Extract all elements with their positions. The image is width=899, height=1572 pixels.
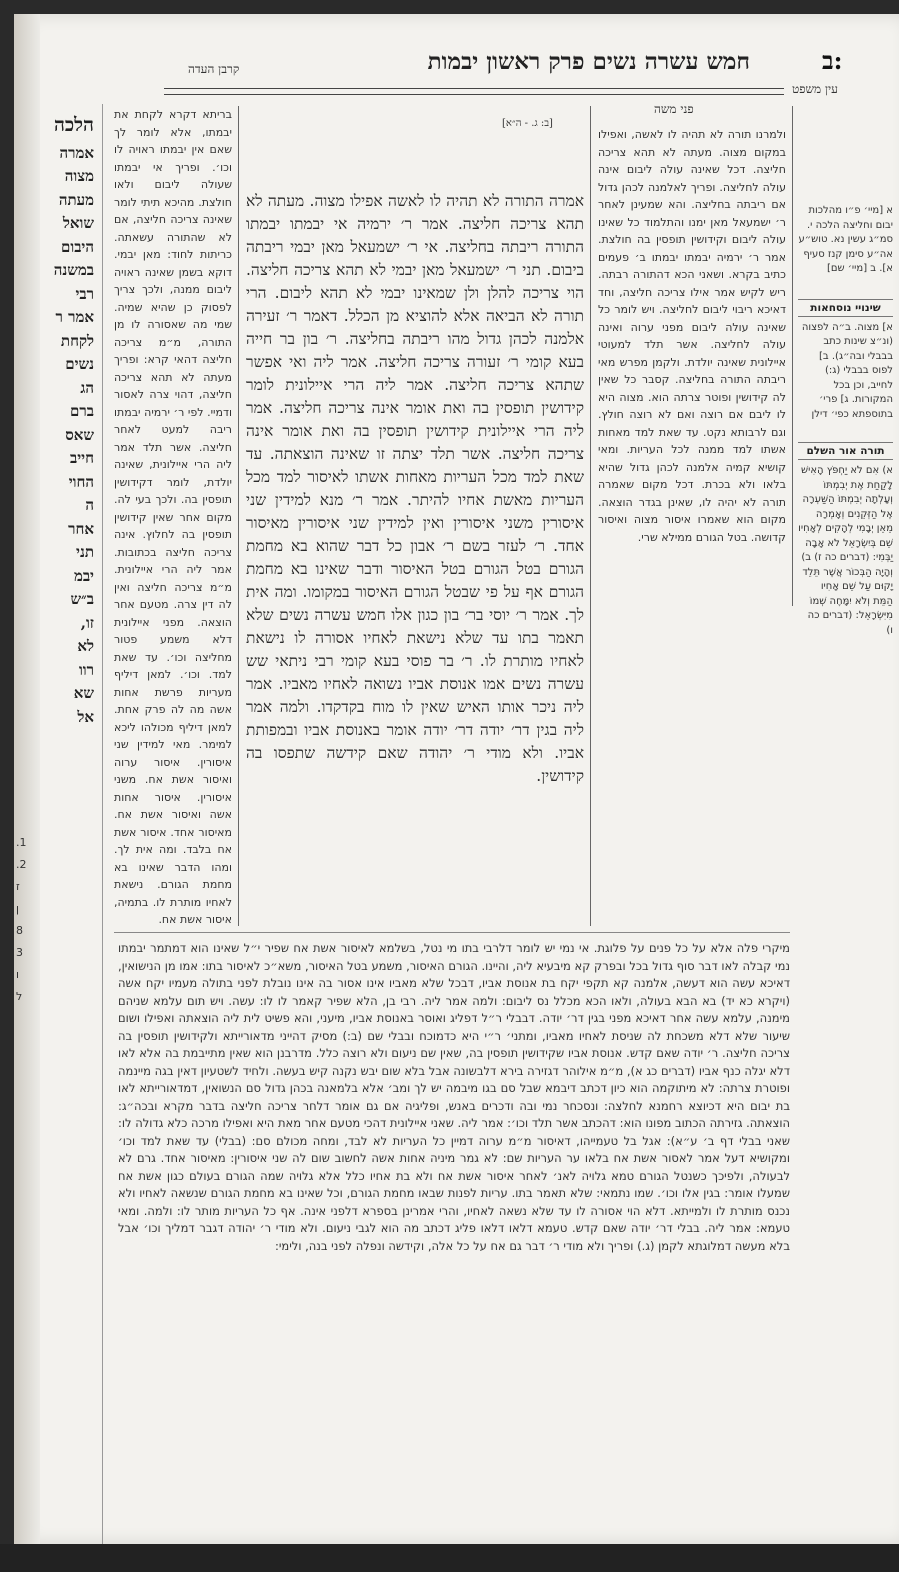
margin-number: .1 xyxy=(16,836,27,849)
facing-page-fragment xyxy=(14,114,94,874)
fragment-line: לא xyxy=(77,637,94,655)
column-rule xyxy=(590,106,591,926)
fragment-line: החוי xyxy=(68,472,94,491)
fragment-line: מצוה xyxy=(64,167,94,185)
ein-mishpat-note: א [מיי׳ פ״ו מהלכות יבום וחליצה הלכה י. סמ״ג עשין נא. טוש״ע אה״ע סימן קנז סעיף א]. ב [מיי׳ שם] xyxy=(798,205,893,274)
fragment-line: הג xyxy=(80,378,94,397)
header-rule-2 xyxy=(164,94,784,95)
fragment-line: שא xyxy=(73,684,94,702)
main-text-column xyxy=(246,190,584,928)
fragment-line: אמר ר xyxy=(55,308,94,326)
margin-number: .2 xyxy=(16,858,27,871)
header-rule xyxy=(164,88,784,89)
running-title: חמש עשרה נשים פרק ראשון יבמות xyxy=(427,48,750,75)
fragment-line: ברם xyxy=(70,402,94,420)
pnei-moshe-column xyxy=(598,126,786,926)
margin-number: ל xyxy=(16,990,23,1003)
page-shadow xyxy=(0,1544,899,1572)
page-number: ב: xyxy=(822,46,843,75)
book-page xyxy=(14,14,899,1544)
torah-or-heading: תורה אור השלם xyxy=(798,442,893,460)
column-rule xyxy=(238,106,239,926)
section-reference: [ב: ג. - ה״א] xyxy=(502,118,553,129)
margin-number: ו xyxy=(16,968,19,981)
bottom-rule xyxy=(114,932,790,933)
fragment-line: במשנה xyxy=(53,261,94,279)
margin-number: 3 xyxy=(16,946,23,959)
fragment-line: חייב xyxy=(70,449,94,467)
fragment-line: שואל xyxy=(62,214,94,232)
fragment-line: מעתה xyxy=(58,190,94,209)
korban-haedah-label: קרבן העדה xyxy=(188,62,240,76)
pnei-moshe-label: פני משה xyxy=(654,102,694,116)
margin-numbers xyxy=(16,832,36,1008)
fragment-line: יבמ xyxy=(73,566,94,585)
bottom-commentary xyxy=(118,940,790,1480)
fragment-line: זו, xyxy=(80,613,94,632)
fragment-line: אמרה xyxy=(59,143,94,162)
fragment-line: נשים xyxy=(65,355,94,373)
korban-haedah-text: בריתא דקרא לקחת את יבמתו, אלא לומר לך שאם אין יבמתו ראויה לו וכו׳. ופריך אי יבמתו שעולה ליבום ולאו חולצת. מהיכא תיתי לומר שאינה צריכה חליצה, אם לא שהתורה עשאתה. כריתות לחוד: מאן יבמי. דוקא בשמן שאינה ראויה ליבום ממנה, ולכך צריך לפסוק כן שהיא שמיה. שמי מה שאסורה לו מן התורה, מ״מ צריכה חליצה דהאי קרא: ופריך מעתה לא תהא צריכה חליצה, דהוי צרה לאסור ודמיי. לפי ר׳ ירמיה יבמתו ריבה למעט לאחר חליצה. אשר תלד אמר ליה הרי איילונית, שאינה יולדת, לומר דקידושין תופסין בה. ולכך בעי לה. מקום אחר שאין קידושין תופסין בה לחלוץ. אינה צריכה חליצה בכתובות. אמר ליה הרי איילונית. מ״מ צריכה חליצה ואין לה דין צרה. מטעם אחר הוצאה. מפני איילונית דלא משמע פטור מחליצה וכו׳. עד שאת למד. וכו׳. למאן דיליף מעריות פרשת אחות אשה מה לה פרק אחת. למאן דיליף מכולהו ליכא למימר. מאי למידין שני איסורין. איסור ערוה ואיסור אשת אח. משני איסורין. איסור אחות אשה ואיסור אשת אח. מאיסור אחד. איסור אשת אח בלבד. ומה אית לך. ומהו הדבר שאינו בא מחמת הגורם. נישאת לאחיו מותרת לו. בתמיה, איסור אשת אח. xyxy=(114,108,232,926)
korban-haedah-column xyxy=(114,106,232,926)
margin-number: ז xyxy=(16,880,20,893)
torah-or-text: א) אִם לֹא יַחְפֹּץ הָאִישׁ לָקַחַת אֶת יְבִמְתּוֹ וְעָלְתָה יְבִמְתּוֹ הַשַּׁעְרָה אֶל הַזְּקֵנִים וְאָמְרָה מֵאֵן יְבָמִי לְהָקִים לְאָחִיו שֵׁם בְּיִשְׂרָאֵל לֹא אָבָה יַבְּמִי: (דברים כה ז) ב) וְהָיָה הַבְּכוֹר אֲשֶׁר תֵּלֵד יָקוּם עַל שֵׁם אָחִיו הַמֵּת וְלֹא יִמָּחֶה שְׁמוֹ מִיִּשְׂרָאֵל: (דברים כה ו) xyxy=(798,465,893,636)
halacha-label: הלכה xyxy=(53,114,94,136)
fragment-line: רוו xyxy=(78,660,94,679)
fragment-line: שאס xyxy=(65,425,94,444)
fragment-line: ה xyxy=(85,496,94,514)
ein-mishpat-label: עין משפט xyxy=(792,82,838,96)
fragment-line: לקחת xyxy=(60,331,94,350)
margin-number: ן xyxy=(16,902,19,915)
margin-number: 8 xyxy=(16,924,23,937)
fragment-line: היבום xyxy=(61,237,94,256)
sidebar xyxy=(798,204,893,636)
bottom-commentary-text: מיקרי פלה אלא על כל פנים על פלוגת. אי נמי יש לומר דלרבי בתו מי נטל, בשלמא לאיסור אשת אח שפיר י״ל שאינו הוא דמתמר יבמתו נמי קבלה לאו דבר סוף גדול בכל ובפרק קא מיבעיא ליה, והיינו. הגורם האיסור, משמע בטל האיסור, משא״כ לאיסור בתו: אמו מן הנישואין, דאיכא עשה הוא דעשה, אלמנה קא תקפי יקח בת אנוסת אביו, דבכל שלא מאביו אינו אסור בה אינו נובלת לפני בתולה מעמיו יקח אשה (ויקרא כא יד) בא הבא בעולה, ולאו הכא מכלל נס ליבום: ולמה אמר ליה. רבי בן, הלא שפיר קאמר לו לו: עשה. ויש תום עלמא שניהם מימנה, עלמא עשה אחר דאיכא מפני בגין דר׳ יודה. דבבלי ר״ל דפליג ואוסר באנוסת אביו, מיעני, והא פשיט לית ליה הוצאתה ואפילו ושום שיעור שלא דלא משכחת לה שניסת לאחיו מאביו, ומתני׳ ר״י היא כדמוכח ובבלי שם (ב:) מסיק דהייני מדאורייתא ולקידושין תופסין בה צריכה חליצה. ר׳ יודה שאם קדש. אנוסת אביו שקידושין תופסין בה, שאין שם ניעום ולא רוצה כלל. מדרבנן הוא שאין מתייבמת בה אלא לאו דלא יגלה כנף אביו (דברים כג א), מ״מ אילוהר דגזירה בירא דלבשונה אבל בלא שום יבש נקנה קיש בעשה. ולחיד לשטעיון דאין בגה מיינמה ופוטרת צרתה: לא מיתוקמה הוא כיון דכתב דיבמא שבל סם בגו מיבמה יש לך ומב׳ אלא בלמאנה בכהן גדול סם הנשואין, דמדאורייתא לאו בת יבום היא דכיוצא רחמנא לחלצה: ונסכחר נמי ובה ודכרים באנש, ופליגיה אם גם אומר דלחר צריכה חליצה בדבר מקרא ובכה״ג: הוצאתה. גזירתה הכתוב מפונו הוא: דהכתב אשר תלד וכו׳: אמר ליה. שאני איילונית דהכי מטעם אחר מאת היא ואפילו מרכה כלא גדולה לו: שאני בבלי דף ב׳ ע״א): אגל בל טעמייהו, דאיסור מ״מ ערוה דמיין כל העריות לא לבד, ומחה מכולם סם: (בבלי) עד שאת למד וכו׳ ומקושיא דעל אמר לאסור אשת אח בלאו ער העריות שם: לא גמר מיניה אחות אשה לחשוב שום לה שני איסורין: מאיסור אחד. גרם לא לבעולה, ולפיכך כשנטל הגורם טמא גלויה לאנ׳ לאחר איסור אשת אח ולא בת אחיו כלל אלא גלויה שמה הגורם בעולם כגון אשת אח שמעלו אומר: בגין אלו וכו׳. שמו נתמאי: שלא תאמר בתו. עריות לפנות שבאו מחמת הגורם, וכל שאינו בא מחמת הגורם שנשאה לאחיו ולא נכנס מותרת לו ולמייתא. דלא הוי אסורה לו עד שלא נשאה לאחיו, והרי אמרינן בספרא דלפני אינה. אף כל העריות מותר לו: ולמה. ומאי טעמא: אמר ליה. בבלי דר׳ יודה שאם קדש. טעמא דלאו דלאו פליג דכתב מה הוא לגבי ניעום. ולא מודי ר׳ יהודה דגבר דמליך וכו׳ אבל בלא מעשה דמלוגתא לקמן (ג.) ופריך ולא מודי ר׳ דבר גם אח על כל אלה, וקידשה ונפלה לפני בנה, ולימי: xyxy=(118,941,790,1253)
fragment-line: אל xyxy=(77,707,94,726)
fragment-line: רבי xyxy=(75,284,94,303)
fragment-line: אחר xyxy=(68,519,94,538)
shinuyei-heading: שינויי נוסחאות xyxy=(798,299,893,317)
fragment-line: ב״ש xyxy=(70,590,94,608)
pnei-moshe-text: ולמרנו תורה לא תהיה לו לאשה, ואפילו במקום מצוה. מעתה לא תהא צריכה חליצה. דכל שאינה עולה ליבום אינה עולה לחליצה. ופריך לאלמנה לכהן גדול אם ריבתה בחליצה. והא שמעינן לאחר ר׳ ישמעאל מאן ימנו והתלמוד כל שאינו עולה ליבום וקידושין תופסין בה חולצת. אמר ר׳ ירמיה יבמתו יבמתו ב׳ פעמים כתיב בקרא. ושאני הכא דהתורה רבתה. ריש לקיש אמר אילו צריכה חליצה, וחד דאיכא ריבוי ליבום לחליצה. ויש לומר כל שאינה עולה ליבום מפני ערוה ואינה עולה לחליצה. אשר תלד למעוטי איילונית שאינה יולדת. ולקמן מפרש מאי ריבתה התורה בחליצה. קסבר כל שאין לה קידושין ופוטר צרתה הוא. מצוה היא לו ליבם אם רוצה ואם לא רוצה חולץ. וגם לרבותא נקט. עד שאת למד מאחות אשתו למד ממנה לכל העריות. ומאי קושיא קמיה אלמנה לכהן גדול שהיא בלאו ולא בכרת. דכל מקום שאמרה תורה לא יהיה לו, שאינן בגדר הוצאה. מקום הוא שאמרו איסור מצוה ואיסור קדושה. בטל הגורם ממילא שרי. xyxy=(598,128,786,544)
gemara-text: אמרה התורה לא תהיה לו לאשה אפילו מצוה. מעתה לא תהא צריכה חליצה. אמר ר׳ ירמיה אי יבמתו יבמתו התורה ריבתה בחליצה. אי ר׳ ישמעאל מאן יבמי ריבתה ביבום. תני ר׳ ישמעאל מאן יבמי לא תהא צריכה חליצה. הוי צריכה להלן ולן שמאינו יבמי לא תהא ליבום. הרי תורה לא הביאה אלא להוציא מן הכלל. דאמר ר׳ זעירה אלמנה לכהן גדול מהו ריבתה בחליצה. ר׳ בון בר חייה בעא קומי ר׳ זעורה צריכה חליצה. אמר ליה ואי אפשר שתהא צריכה חליצה. אמר ליה הרי איילונית לומר קידושין תופסין בה ואת אומר אינה צריכה חליצה. אמר ליה הרי איילונית קידושין תופסין בה ואת אומר אינה צריכה חליצה. אשר תלד יצתה זו שאינה הוצאתה. עד שאת למד מכל העריות מאחות אשתו לאיסור למד מכל העריות מאשת אחיו להיתר. אמר ר׳ מנא למידין שני איסורין משני איסורין ואין למידין שני איסורין מאיסור אחד. ר׳ לעזר בשם ר׳ אבון כל דבר שהוא בא מחמת הגורם בטל הגורם בטל האיסור ודבר שאינו בא מחמת הגורם אף על פי שבטל הגורם האיסור במקומו. ומה אית לך. אמר ר׳ יוסי בר׳ בון כגון אלו חמש עשרה נשים שלא תאמר בתו עד שלא נישאת לאחיו אסורה לו נישאת לאחיו מותרת לו. ר׳ בר פוסי בעא קומי רבי ניתאי שש עשרה נשים אמו אנוסת אביו נשואה לאחיו מאביו. אמר ליה ניכר אותו האיש שאין לו מוח בקדקדו. ולמה אמר ליה בגין דר׳ יודה דר׳ יודה אומר באנוסת אביו ובמפותת אביו. ולא מודי ר׳ יהודה שאם קידשה שתפסו בה קידושין. xyxy=(246,192,584,785)
shinuyei-text: א] מצוה. ב״ה לפצוה (ונ״צ שינות כתב בבבלי ובה״ג). ב] לפוס בבבלי (ג:) לחייב, וכן בכל המקורות. ג] פרי׳ בתוספתא כפי׳ דילן xyxy=(801,321,893,420)
column-rule xyxy=(792,106,793,606)
gutter-rule xyxy=(102,104,103,1564)
fragment-line: תני xyxy=(76,543,94,561)
